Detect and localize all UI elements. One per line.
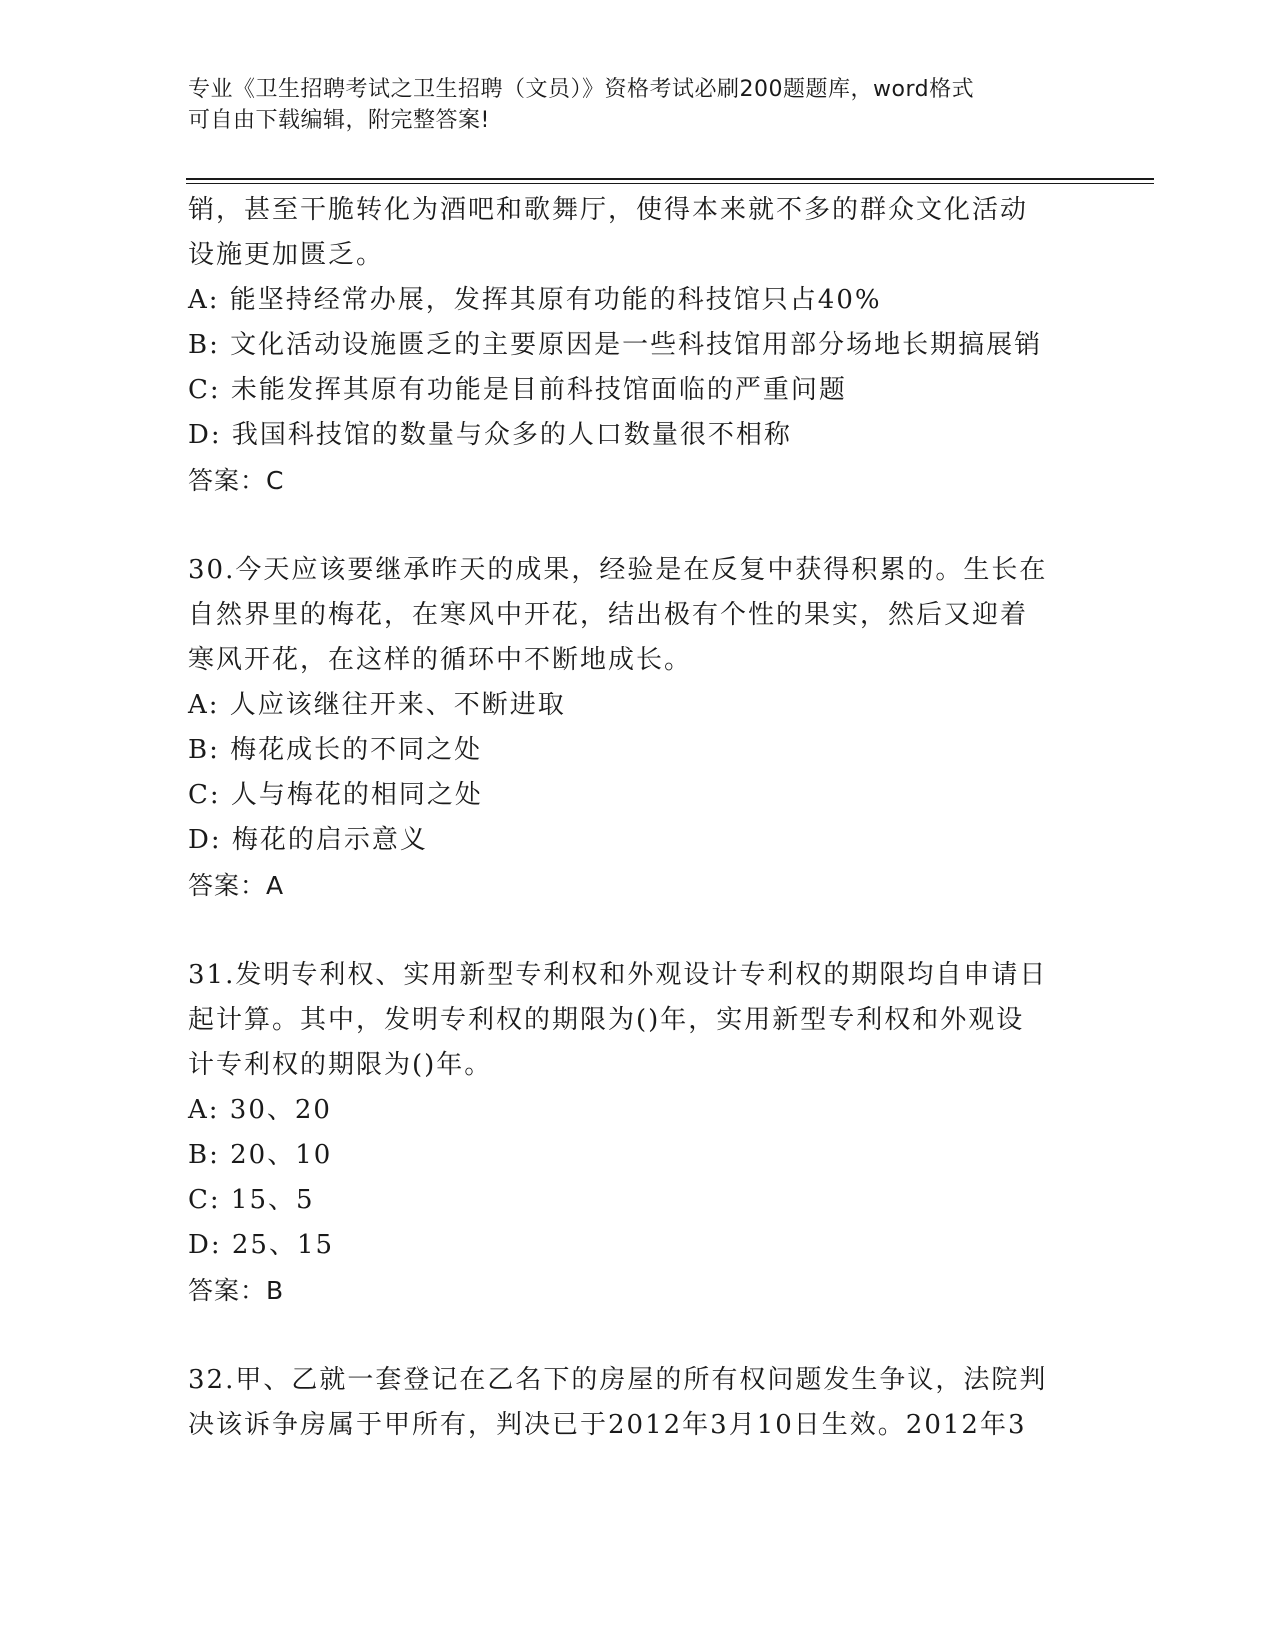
question-stem-line: 起计算。其中，发明专利权的期限为()年，实用新型专利权和外观设: [188, 1005, 1025, 1035]
option-a: A: 30、20: [188, 1095, 332, 1125]
option-b: B: 梅花成长的不同之处: [188, 735, 483, 765]
answer-line: 答案：C: [188, 466, 285, 495]
question-stem-line: 31.发明专利权、实用新型专利权和外观设计专利权的期限均自申请日: [188, 960, 1048, 990]
option-d: D: 梅花的启示意义: [188, 825, 428, 855]
question-29: [188, 188, 1088, 503]
option-d: D: 我国科技馆的数量与众多的人口数量很不相称: [188, 420, 792, 450]
header-line-1: 专业《卫生招聘考试之卫生招聘（文员）》资格考试必刷200题题库，word格式: [188, 77, 975, 102]
question-stem-line: 设施更加匮乏。: [188, 240, 385, 270]
header-rule-thin: [186, 183, 1154, 184]
question-stem-line: 决该诉争房属于甲所有，判决已于2012年3月10日生效。2012年3: [188, 1410, 1027, 1440]
question-stem-line: 寒风开花，在这样的循环中不断地成长。: [188, 645, 693, 675]
question-spacer: [188, 908, 1088, 953]
option-d: D: 25、15: [188, 1230, 335, 1260]
option-c: C: 人与梅花的相同之处: [188, 780, 483, 810]
option-c: C: 未能发挥其原有功能是目前科技馆面临的严重问题: [188, 375, 847, 405]
option-b: B: 20、10: [188, 1140, 333, 1170]
answer-line: 答案：A: [188, 871, 285, 900]
answer-line: 答案：B: [188, 1276, 285, 1305]
option-a: A: 能坚持经常办展，发挥其原有功能的科技馆只占40%: [188, 285, 882, 315]
option-b: B: 文化活动设施匮乏的主要原因是一些科技馆用部分场地长期搞展销: [188, 330, 1043, 360]
question-31: [188, 953, 1088, 1313]
question-32: [188, 1358, 1088, 1448]
question-stem-line: 30.今天应该要继承昨天的成果，经验是在反复中获得积累的。生长在: [188, 555, 1048, 585]
question-spacer: [188, 1313, 1088, 1358]
header-rule-thick: [186, 178, 1154, 180]
question-spacer: [188, 503, 1088, 548]
question-30: [188, 548, 1088, 908]
question-stem-line: 计专利权的期限为()年。: [188, 1050, 493, 1080]
question-stem-line: 销，甚至干脆转化为酒吧和歌舞厅，使得本来就不多的群众文化活动: [188, 195, 1029, 225]
header-line-2: 可自由下载编辑，附完整答案!: [188, 108, 490, 133]
question-list: [188, 188, 1088, 1448]
option-c: C: 15、5: [188, 1185, 315, 1215]
option-a: A: 人应该继往开来、不断进取: [188, 690, 566, 720]
question-stem-line: 自然界里的梅花，在寒风中开花，结出极有个性的果实，然后又迎着: [188, 600, 1029, 630]
document-header: [188, 74, 1088, 136]
question-stem-line: 32.甲、乙就一套登记在乙名下的房屋的所有权问题发生争议，法院判: [188, 1365, 1048, 1395]
